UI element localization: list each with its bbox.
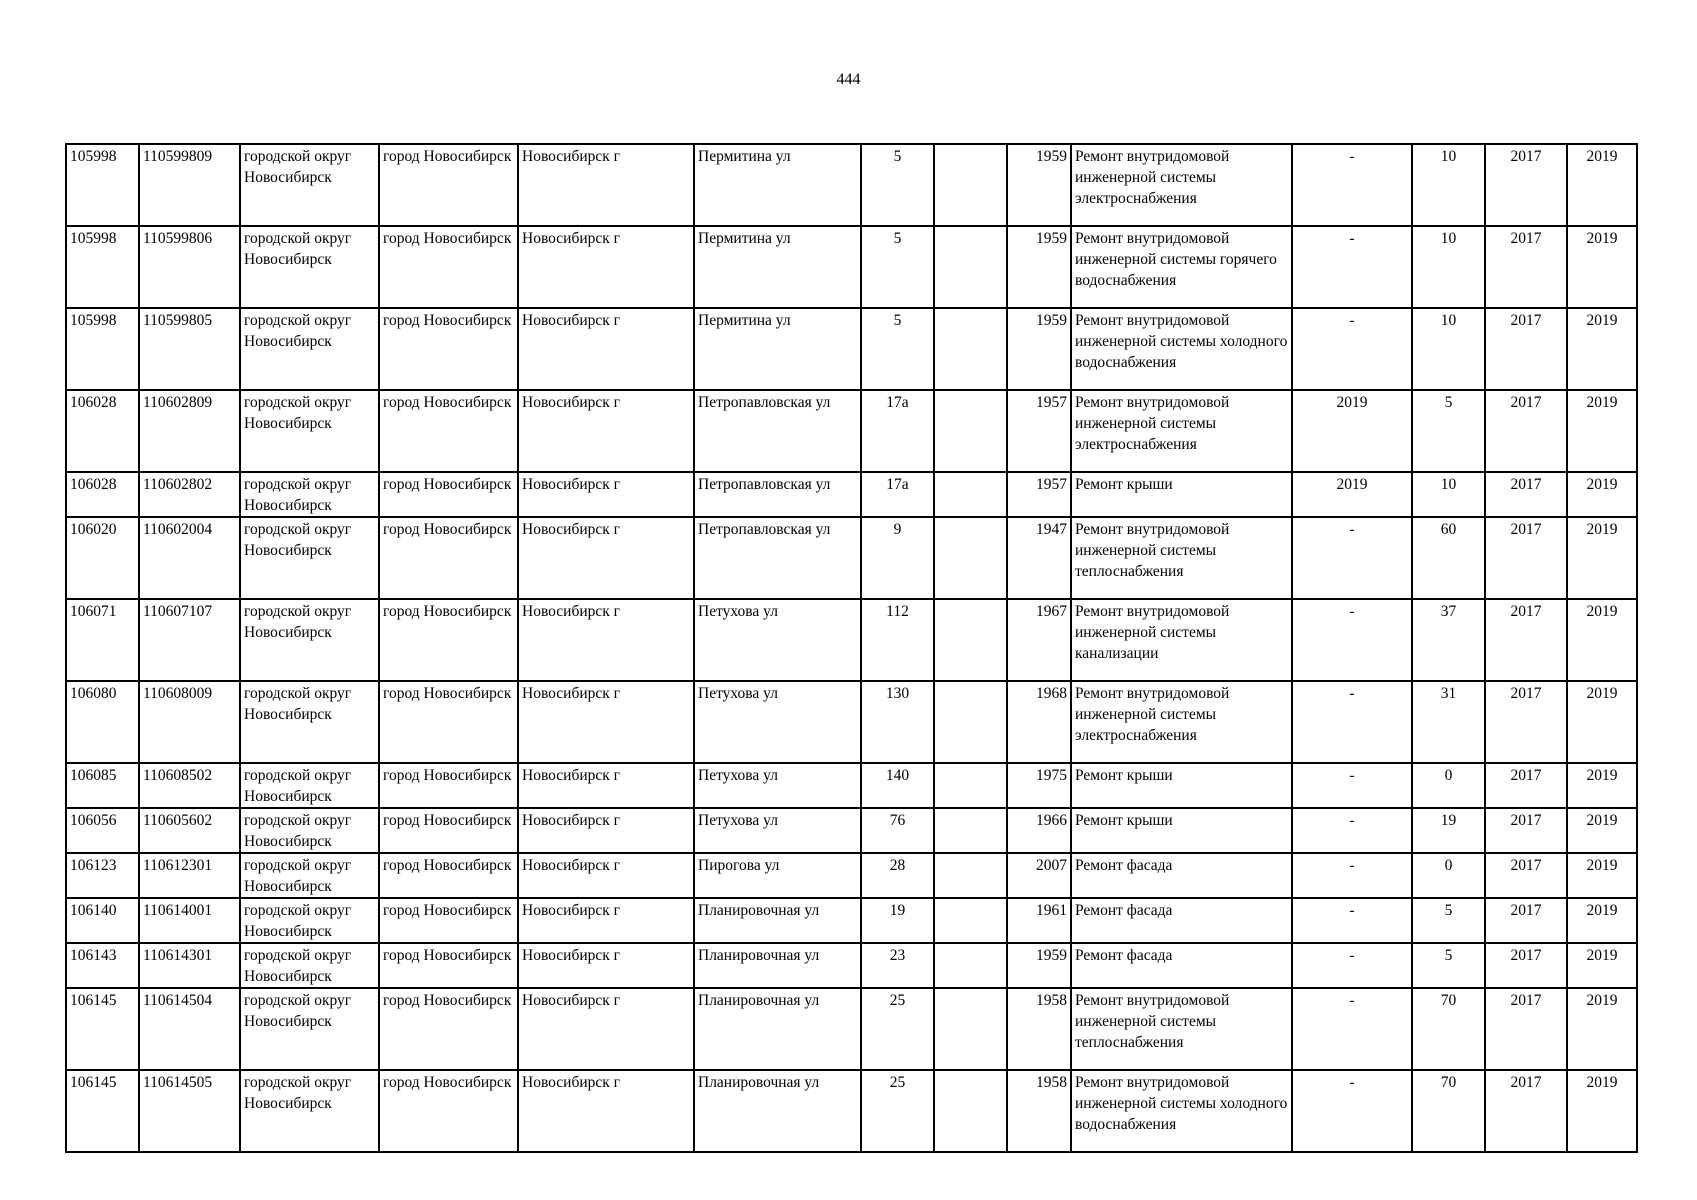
cell-district: городской округ Новосибирск	[240, 472, 379, 517]
cell-city: Новосибирск г	[518, 898, 694, 943]
cell-city: Новосибирск г	[518, 472, 694, 517]
cell-work-type: Ремонт внутридомовой инженерной системы горячего водоснабжения	[1071, 226, 1292, 308]
cell-house-id: 106123	[66, 853, 139, 898]
cell-building	[934, 144, 1007, 226]
table-row	[66, 517, 1637, 599]
table-row	[66, 681, 1637, 763]
cell-building	[934, 390, 1007, 472]
cell-building	[934, 226, 1007, 308]
cell-house-id: 106143	[66, 943, 139, 988]
cell-house-id: 106071	[66, 599, 139, 681]
cell-completed-year: -	[1292, 308, 1412, 390]
cell-building	[934, 308, 1007, 390]
cell-house-number: 130	[861, 681, 934, 763]
cell-building	[934, 943, 1007, 988]
cell-district: городской округ Новосибирск	[240, 808, 379, 853]
table-row	[66, 853, 1637, 898]
cell-end-year: 2019	[1567, 144, 1637, 226]
cell-year-built: 1975	[1007, 763, 1071, 808]
cell-completed-year: 2019	[1292, 472, 1412, 517]
cell-start-year: 2017	[1485, 681, 1567, 763]
table-row	[66, 1070, 1637, 1152]
cell-district: городской округ Новосибирск	[240, 144, 379, 226]
cell-end-year: 2019	[1567, 599, 1637, 681]
cell-wear-percent: 37	[1412, 599, 1485, 681]
cell-work-code: 110599806	[139, 226, 240, 308]
cell-work-code: 110607107	[139, 599, 240, 681]
cell-year-built: 1957	[1007, 472, 1071, 517]
cell-work-code: 110614505	[139, 1070, 240, 1152]
cell-city: Новосибирск г	[518, 599, 694, 681]
cell-wear-percent: 10	[1412, 308, 1485, 390]
cell-street: Петухова ул	[694, 681, 861, 763]
cell-work-type: Ремонт крыши	[1071, 763, 1292, 808]
cell-house-id: 106056	[66, 808, 139, 853]
cell-settlement: город Новосибирск	[379, 599, 518, 681]
cell-start-year: 2017	[1485, 390, 1567, 472]
cell-street: Планировочная ул	[694, 898, 861, 943]
cell-building	[934, 681, 1007, 763]
cell-start-year: 2017	[1485, 144, 1567, 226]
cell-settlement: город Новосибирск	[379, 517, 518, 599]
cell-wear-percent: 10	[1412, 472, 1485, 517]
cell-start-year: 2017	[1485, 763, 1567, 808]
table-row	[66, 226, 1637, 308]
cell-settlement: город Новосибирск	[379, 1070, 518, 1152]
table-row	[66, 988, 1637, 1070]
cell-work-code: 110612301	[139, 853, 240, 898]
cell-building	[934, 808, 1007, 853]
cell-work-type: Ремонт крыши	[1071, 808, 1292, 853]
cell-wear-percent: 70	[1412, 1070, 1485, 1152]
cell-settlement: город Новосибирск	[379, 472, 518, 517]
cell-house-number: 25	[861, 1070, 934, 1152]
cell-city: Новосибирск г	[518, 1070, 694, 1152]
cell-building	[934, 599, 1007, 681]
cell-house-number: 5	[861, 226, 934, 308]
cell-street: Петухова ул	[694, 763, 861, 808]
cell-start-year: 2017	[1485, 308, 1567, 390]
table-row	[66, 808, 1637, 853]
cell-building	[934, 853, 1007, 898]
table-row	[66, 390, 1637, 472]
cell-house-number: 140	[861, 763, 934, 808]
cell-end-year: 2019	[1567, 517, 1637, 599]
cell-district: городской округ Новосибирск	[240, 943, 379, 988]
cell-house-id: 106140	[66, 898, 139, 943]
cell-house-id: 106085	[66, 763, 139, 808]
cell-year-built: 1968	[1007, 681, 1071, 763]
table-row	[66, 144, 1637, 226]
cell-end-year: 2019	[1567, 226, 1637, 308]
cell-end-year: 2019	[1567, 681, 1637, 763]
cell-year-built: 1959	[1007, 308, 1071, 390]
cell-start-year: 2017	[1485, 898, 1567, 943]
cell-completed-year: -	[1292, 226, 1412, 308]
cell-house-number: 76	[861, 808, 934, 853]
page-number: 444	[836, 71, 861, 88]
cell-work-code: 110605602	[139, 808, 240, 853]
cell-work-type: Ремонт внутридомовой инженерной системы холодного водоснабжения	[1071, 308, 1292, 390]
cell-end-year: 2019	[1567, 472, 1637, 517]
cell-work-code: 110602802	[139, 472, 240, 517]
cell-house-number: 9	[861, 517, 934, 599]
cell-completed-year: -	[1292, 681, 1412, 763]
cell-street: Петропавловская ул	[694, 517, 861, 599]
cell-house-id: 106080	[66, 681, 139, 763]
cell-district: городской округ Новосибирск	[240, 853, 379, 898]
cell-settlement: город Новосибирск	[379, 898, 518, 943]
cell-work-code: 110608009	[139, 681, 240, 763]
cell-work-code: 110599809	[139, 144, 240, 226]
cell-wear-percent: 31	[1412, 681, 1485, 763]
cell-wear-percent: 10	[1412, 226, 1485, 308]
cell-year-built: 1957	[1007, 390, 1071, 472]
cell-building	[934, 988, 1007, 1070]
cell-work-code: 110602809	[139, 390, 240, 472]
cell-end-year: 2019	[1567, 1070, 1637, 1152]
cell-start-year: 2017	[1485, 226, 1567, 308]
cell-house-id: 105998	[66, 144, 139, 226]
cell-work-type: Ремонт фасада	[1071, 853, 1292, 898]
cell-year-built: 1959	[1007, 943, 1071, 988]
cell-completed-year: -	[1292, 898, 1412, 943]
cell-building	[934, 898, 1007, 943]
cell-city: Новосибирск г	[518, 308, 694, 390]
cell-house-number: 19	[861, 898, 934, 943]
cell-end-year: 2019	[1567, 943, 1637, 988]
cell-start-year: 2017	[1485, 1070, 1567, 1152]
cell-city: Новосибирск г	[518, 763, 694, 808]
cell-year-built: 1959	[1007, 226, 1071, 308]
cell-end-year: 2019	[1567, 308, 1637, 390]
cell-street: Пермитина ул	[694, 226, 861, 308]
cell-end-year: 2019	[1567, 898, 1637, 943]
cell-end-year: 2019	[1567, 390, 1637, 472]
cell-work-type: Ремонт внутридомовой инженерной системы электроснабжения	[1071, 681, 1292, 763]
cell-work-code: 110599805	[139, 308, 240, 390]
cell-start-year: 2017	[1485, 599, 1567, 681]
cell-house-id: 106028	[66, 472, 139, 517]
cell-start-year: 2017	[1485, 517, 1567, 599]
cell-work-code: 110608502	[139, 763, 240, 808]
cell-completed-year: 2019	[1292, 390, 1412, 472]
cell-district: городской округ Новосибирск	[240, 226, 379, 308]
cell-wear-percent: 0	[1412, 763, 1485, 808]
cell-city: Новосибирск г	[518, 390, 694, 472]
cell-street: Пирогова ул	[694, 853, 861, 898]
cell-completed-year: -	[1292, 988, 1412, 1070]
cell-completed-year: -	[1292, 808, 1412, 853]
cell-start-year: 2017	[1485, 472, 1567, 517]
cell-start-year: 2017	[1485, 943, 1567, 988]
cell-wear-percent: 0	[1412, 853, 1485, 898]
cell-settlement: город Новосибирск	[379, 943, 518, 988]
cell-work-type: Ремонт внутридомовой инженерной системы теплоснабжения	[1071, 988, 1292, 1070]
cell-street: Планировочная ул	[694, 943, 861, 988]
cell-settlement: город Новосибирск	[379, 808, 518, 853]
cell-city: Новосибирск г	[518, 808, 694, 853]
cell-work-code: 110602004	[139, 517, 240, 599]
cell-work-type: Ремонт внутридомовой инженерной системы теплоснабжения	[1071, 517, 1292, 599]
cell-work-type: Ремонт внутридомовой инженерной системы холодного водоснабжения	[1071, 1070, 1292, 1152]
cell-settlement: город Новосибирск	[379, 390, 518, 472]
registry-table	[65, 143, 1638, 1153]
cell-end-year: 2019	[1567, 763, 1637, 808]
cell-street: Петухова ул	[694, 599, 861, 681]
cell-work-type: Ремонт фасада	[1071, 943, 1292, 988]
cell-year-built: 1967	[1007, 599, 1071, 681]
cell-completed-year: -	[1292, 853, 1412, 898]
cell-wear-percent: 60	[1412, 517, 1485, 599]
cell-district: городской округ Новосибирск	[240, 898, 379, 943]
cell-street: Планировочная ул	[694, 1070, 861, 1152]
cell-district: городской округ Новосибирск	[240, 517, 379, 599]
cell-wear-percent: 5	[1412, 943, 1485, 988]
table-row	[66, 472, 1637, 517]
cell-settlement: город Новосибирск	[379, 853, 518, 898]
cell-house-number: 28	[861, 853, 934, 898]
cell-house-number: 17а	[861, 390, 934, 472]
cell-house-id: 105998	[66, 308, 139, 390]
cell-street: Пермитина ул	[694, 144, 861, 226]
cell-house-id: 106020	[66, 517, 139, 599]
cell-street: Пермитина ул	[694, 308, 861, 390]
cell-work-code: 110614504	[139, 988, 240, 1070]
cell-building	[934, 763, 1007, 808]
cell-city: Новосибирск г	[518, 853, 694, 898]
cell-city: Новосибирск г	[518, 681, 694, 763]
cell-house-number: 5	[861, 308, 934, 390]
cell-completed-year: -	[1292, 517, 1412, 599]
cell-wear-percent: 5	[1412, 390, 1485, 472]
cell-settlement: город Новосибирск	[379, 308, 518, 390]
cell-year-built: 1947	[1007, 517, 1071, 599]
cell-city: Новосибирск г	[518, 226, 694, 308]
cell-work-type: Ремонт фасада	[1071, 898, 1292, 943]
cell-wear-percent: 70	[1412, 988, 1485, 1070]
cell-district: городской округ Новосибирск	[240, 988, 379, 1070]
cell-completed-year: -	[1292, 144, 1412, 226]
cell-year-built: 1959	[1007, 144, 1071, 226]
cell-street: Петропавловская ул	[694, 472, 861, 517]
cell-district: городской округ Новосибирск	[240, 308, 379, 390]
cell-end-year: 2019	[1567, 853, 1637, 898]
cell-start-year: 2017	[1485, 853, 1567, 898]
cell-district: городской округ Новосибирск	[240, 681, 379, 763]
cell-district: городской округ Новосибирск	[240, 390, 379, 472]
cell-work-type: Ремонт внутридомовой инженерной системы канализации	[1071, 599, 1292, 681]
cell-year-built: 2007	[1007, 853, 1071, 898]
cell-city: Новосибирск г	[518, 517, 694, 599]
cell-year-built: 1961	[1007, 898, 1071, 943]
cell-work-type: Ремонт крыши	[1071, 472, 1292, 517]
cell-wear-percent: 5	[1412, 898, 1485, 943]
cell-work-type: Ремонт внутридомовой инженерной системы электроснабжения	[1071, 144, 1292, 226]
cell-completed-year: -	[1292, 763, 1412, 808]
cell-end-year: 2019	[1567, 988, 1637, 1070]
cell-completed-year: -	[1292, 599, 1412, 681]
cell-house-id: 105998	[66, 226, 139, 308]
cell-settlement: город Новосибирск	[379, 226, 518, 308]
cell-district: городской округ Новосибирск	[240, 763, 379, 808]
table-row	[66, 308, 1637, 390]
cell-house-number: 23	[861, 943, 934, 988]
cell-work-code: 110614301	[139, 943, 240, 988]
cell-year-built: 1958	[1007, 1070, 1071, 1152]
cell-street: Петропавловская ул	[694, 390, 861, 472]
cell-settlement: город Новосибирск	[379, 144, 518, 226]
cell-start-year: 2017	[1485, 808, 1567, 853]
cell-district: городской округ Новосибирск	[240, 1070, 379, 1152]
cell-house-id: 106145	[66, 988, 139, 1070]
cell-building	[934, 472, 1007, 517]
cell-settlement: город Новосибирск	[379, 763, 518, 808]
table-row	[66, 898, 1637, 943]
cell-work-code: 110614001	[139, 898, 240, 943]
cell-work-type: Ремонт внутридомовой инженерной системы электроснабжения	[1071, 390, 1292, 472]
cell-street: Петухова ул	[694, 808, 861, 853]
cell-wear-percent: 10	[1412, 144, 1485, 226]
cell-building	[934, 517, 1007, 599]
cell-house-number: 112	[861, 599, 934, 681]
cell-house-id: 106028	[66, 390, 139, 472]
cell-completed-year: -	[1292, 1070, 1412, 1152]
cell-building	[934, 1070, 1007, 1152]
table-row	[66, 599, 1637, 681]
cell-house-id: 106145	[66, 1070, 139, 1152]
cell-city: Новосибирск г	[518, 144, 694, 226]
cell-year-built: 1958	[1007, 988, 1071, 1070]
cell-end-year: 2019	[1567, 808, 1637, 853]
cell-street: Планировочная ул	[694, 988, 861, 1070]
cell-start-year: 2017	[1485, 988, 1567, 1070]
cell-completed-year: -	[1292, 943, 1412, 988]
cell-wear-percent: 19	[1412, 808, 1485, 853]
table-row	[66, 943, 1637, 988]
table-row	[66, 763, 1637, 808]
cell-house-number: 5	[861, 144, 934, 226]
cell-settlement: город Новосибирск	[379, 988, 518, 1070]
cell-settlement: город Новосибирск	[379, 681, 518, 763]
cell-city: Новосибирск г	[518, 943, 694, 988]
cell-district: городской округ Новосибирск	[240, 599, 379, 681]
cell-city: Новосибирск г	[518, 988, 694, 1070]
cell-house-number: 25	[861, 988, 934, 1070]
cell-year-built: 1966	[1007, 808, 1071, 853]
cell-house-number: 17а	[861, 472, 934, 517]
